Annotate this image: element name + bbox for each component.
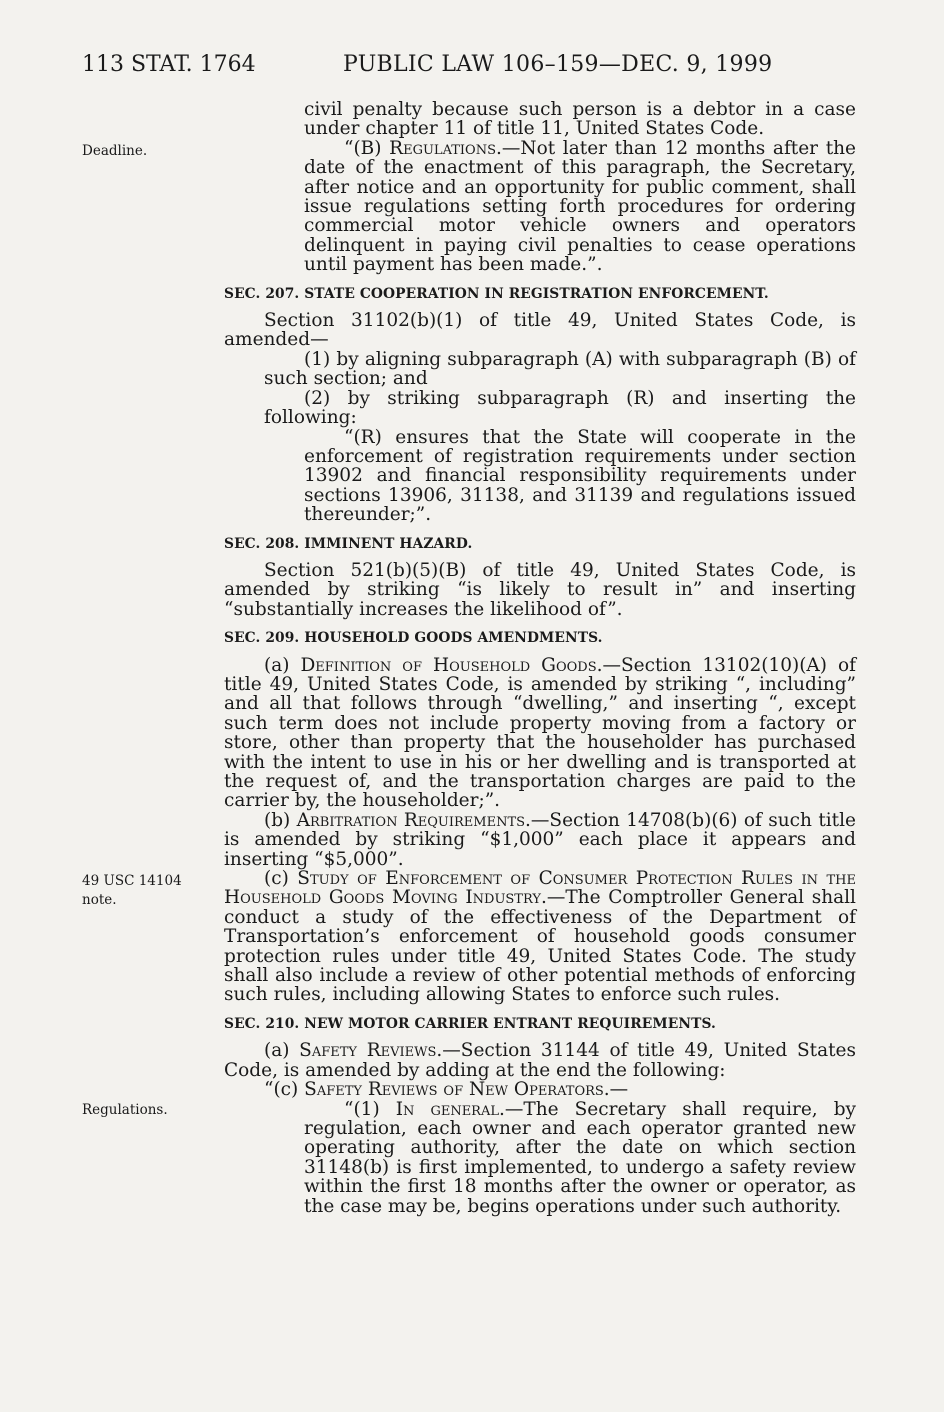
section-210-a: (a) Safety Reviews.—Section 31144 of title 49, United States Code, is amended by adding at the end the following: [224,1040,856,1081]
section-207-item-2: (2) by striking subparagraph (R) and inserting the following: [264,387,856,429]
section-207-intro: Section 31102(b)(1) of title 49, United States Code, is amended— [224,310,856,351]
section-209-a: (a) Definition of Household Goods.—Section 13102(10)(A) of title 49, United States Code, is amended by striking “, including” and all that follows through “dwelling,” and inserting “, except such term does not include property moving from a factory or store, other than property that the householder has purchased with the intent to use in his or her dwelling and is transported at the request of, and the transportation charges are paid to the carrier by, the householder;”. [224,654,856,812]
paragraph-civil-penalty: civil penalty because such person is a debtor in a case under chapter 11 of title 11, United States Code. [304,99,856,140]
section-209-heading: SEC. 209. HOUSEHOLD GOODS AMENDMENTS. [224,630,603,647]
page-reference: 113 STAT. 1764 [82,52,256,77]
subheading-in-general: In general [395,1098,499,1120]
margin-note-regulations: Regulations. [82,1102,168,1118]
section-207-quoted-r: “(R) ensures that the State will cooperate in the enforcement of registration requirements under section 13902 and financial responsibility requirements under sections 13906, 31138, and 31139 and regulations issued thereunder;”. [304,426,856,526]
paragraph-b-regulations: “(B) Regulations.—Not later than 12 months after the date of the enactment of this paragraph, the Secretary, after notice and an opportunity for public comment, shall issue regulations setting forth procedures for ordering commercial motor vehicle owners and operators delinquent in paying civil penalties to cease operations until payment has been made.”. [304,137,856,276]
subheading-safety-reviews: Safety Reviews [299,1040,437,1062]
law-title: PUBLIC LAW 106–159—DEC. 9, 1999 [343,52,773,77]
document-body [224,100,856,1216]
subheading-study-enforcement: Study of Enforcement of Consumer Protection Rules in the Household Goods Moving Industry [224,868,856,909]
subheading-safety-reviews-new-operators: Safety Reviews of New Operators [304,1079,604,1101]
section-209-b: (b) Arbitration Requirements.—Section 14708(b)(6) of such title is amended by striking “$1,000” each place it appears and inserting “$5,000”. [224,809,856,870]
section-207-heading: SEC. 207. STATE COOPERATION IN REGISTRATION ENFORCEMENT. [224,285,769,302]
section-210-heading: SEC. 210. NEW MOTOR CARRIER ENTRANT REQUIREMENTS. [224,1015,716,1032]
margin-note-deadline: Deadline. [82,143,148,159]
subheading-regulations: Regulations [389,137,496,159]
section-209-c: (c) Study of Enforcement of Consumer Protection Rules in the Household Goods Moving Industry.—The Comptroller General shall conduct a study of the effectiveness of the Department of Transportation’s enforcement of household goods consumer protection rules under title 49, United States Code. The study shall also include a review of other potential methods of enforcing such rules, including allowing States to enforce such rules. [224,868,856,1006]
section-210-c-1: “(1) In general.—The Secretary shall require, by regulation, each owner and each operator granted new operating authority, after the date on which section 31148(b) is first implemented, to undergo a safety review within the first 18 months after the owner or operator, as the case may be, begins operations under such authority. [304,1098,856,1217]
section-207-item-1: (1) by aligning subparagraph (A) with subparagraph (B) of such section; and [264,348,856,390]
subheading-arbitration-requirements: Arbitration Requirements [296,809,526,831]
subheading-definition-household-goods: Definition of Household Goods [300,654,597,676]
margin-note-usc-line1: 49 USC 14104 [82,873,182,889]
section-208-heading: SEC. 208. IMMINENT HAZARD. [224,535,473,552]
section-208-text: Section 521(b)(5)(B) of title 49, United States Code, is amended by striking “is likely to result in” and inserting “substantially increases the likelihood of”. [224,559,856,620]
section-210-c: “(c) Safety Reviews of New Operators.— [264,1079,629,1101]
margin-note-usc-line2: note. [82,892,117,908]
margin-note-usc-ref [82,872,192,910]
